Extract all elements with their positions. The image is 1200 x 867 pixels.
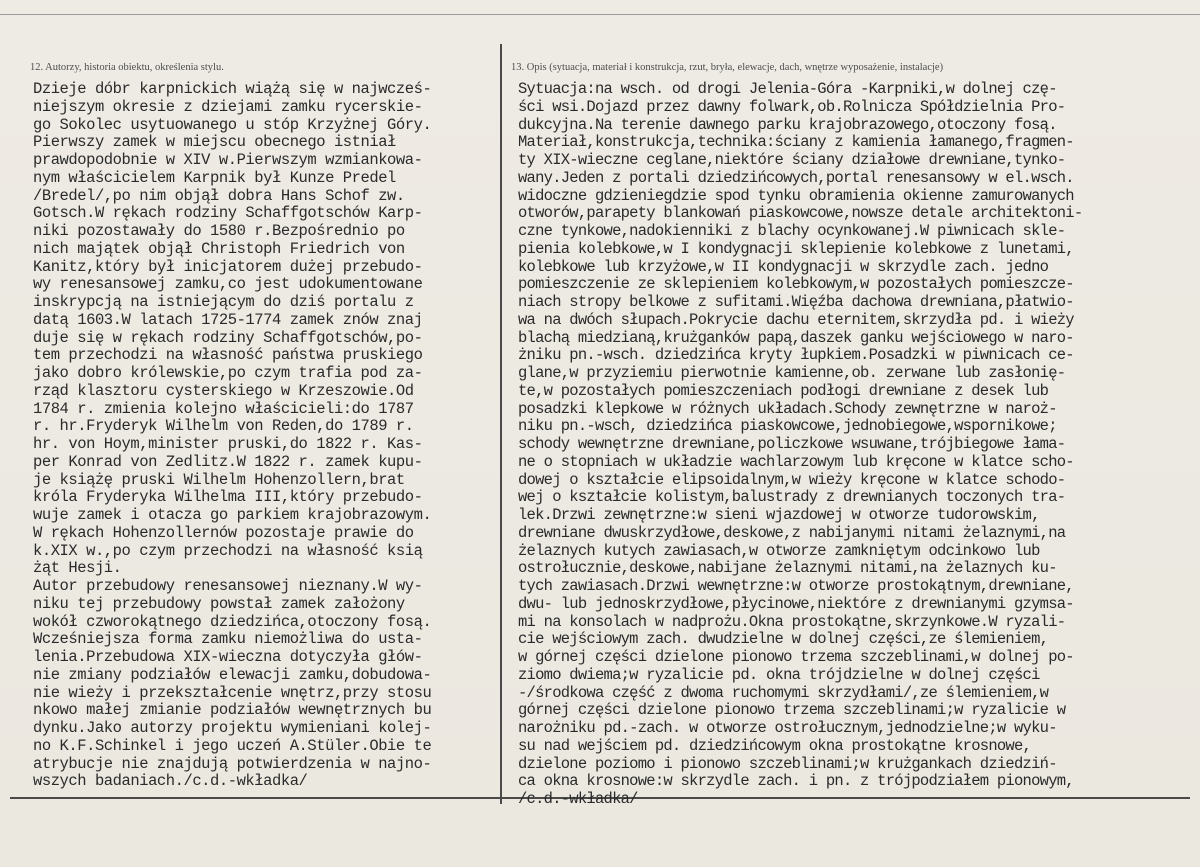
text-line: w górnej części dzielone pionowo trzema szczeblinami,w dolnej po- [518, 649, 1074, 666]
text-line: /c.d.-wkładka/ [518, 791, 638, 808]
text-line: Sytuacja:na wsch. od drogi Jelenia-Góra -Karpniki,w dolnej czę- [518, 81, 1057, 98]
text-line: posadzki klepkowe w różnych układach.Schody zewnętrzne w naroż- [518, 400, 1057, 418]
text-line: żelaznych kutych zawiasach,w otworze zamkniętym odcinkowo lub [518, 542, 1040, 560]
text-line: dwu- lub jednoskrzydłowe,płycinowe,niektóre z drewnianymi gzymsa- [518, 595, 1074, 613]
text-line: /Bredel/,po nim objął dobra Hans Schof zw. [33, 187, 405, 205]
text-line: żniku pn.-wsch. dziedzińca kryty łupkiem.Posadzki w piwnicach ce- [518, 347, 1074, 365]
text-line: niku tej przebudowy powstał zamek założony [33, 595, 405, 613]
text-line: rząd klasztoru cysterskiego w Krzeszowie.Od [33, 382, 414, 400]
text-line: ty XIX-wieczne ceglane,niektóre ściany działowe drewniane,tynko- [518, 152, 1066, 169]
text-line: ostrołucznie,deskowe,nabijane żelaznymi nitami,na żelaznych ku- [518, 560, 1057, 578]
text-line: króla Fryderyka Wilhelma III,który przebudo- [33, 489, 423, 507]
text-line: duje się w rękach rodziny Schaffgotschów,po- [33, 329, 423, 347]
column-divider [500, 44, 502, 804]
text-line: lenia.Przebudowa XIX-wieczna dotyczyła głów- [33, 649, 423, 666]
text-line: jako dobro królewskie,po czym trafia pod za- [33, 365, 423, 382]
text-line: ści wsi.Dojazd przez dawny folwark,ob.Rolnicza Spółdzielnia Pro- [518, 98, 1066, 116]
text-line: -/środkowa część z dwoma ruchomymi skrzydłami/,ze ślemieniem,w [518, 684, 1049, 702]
text-line: dowej o kształcie elipsoidalnym,w wieży kręcone w klatce schodo- [518, 471, 1066, 489]
text-line: kolebkowe lub krzyżowe,w II kondygnacji w skrzydle zach. jedno [518, 258, 1049, 276]
text-line: narożniku pd.-zach. w otworze ostrołucznym,jednodzielne;w wyku- [518, 720, 1057, 737]
text-line: je książę pruski Wilhelm Hohenzollern,brat [33, 471, 405, 489]
text-line: atrybucje nie znajdują potwierdzenia w najno- [33, 755, 432, 773]
text-line: go Sokolec usytuowanego u stóp Krzyżnej Góry. [33, 116, 432, 134]
text-line: lek.Drzwi zewnętrzne:w sieni wjazdowej w otworze tudorowskim, [518, 507, 1040, 524]
text-line: Kanitz,który był inicjatorem dużej przebudo- [33, 258, 423, 276]
text-line: wy renesansowej zamku,co jest udokumentowane [33, 276, 423, 294]
text-line: wuje zamek i otacza go parkiem krajobrazowym. [33, 507, 432, 524]
text-line: drewniane dwuskrzydłowe,deskowe,z nabijanymi nitami żelaznymi,na [518, 524, 1066, 542]
text-line: wej o kształcie kolistym,balustrady z drewnianych toczonych tra- [518, 489, 1066, 507]
text-line: czne tynkowe,nadokienniki z blachy ocynkowanej.W piwnicach skle- [518, 223, 1066, 240]
text-line: per Konrad von Zedlitz.W 1822 r. zamek kupu- [33, 453, 423, 471]
text-line: niejszym okresie z dziejami zamku rycerskie- [33, 98, 423, 116]
text-line: W rękach Hohenzollernów pozostaje prawie do [33, 524, 414, 542]
text-line: nich majątek objął Christoph Friedrich von [33, 240, 405, 258]
text-line: widoczne gdzieniegdzie spod tynku obramienia okienne zamurowanych [518, 187, 1074, 205]
text-line: nie wieży i przekształcenie wnętrz,przy stosu [33, 684, 432, 702]
text-line: tem przechodzi na własność państwa pruskiego [33, 347, 423, 365]
text-line: inskrypcją na istniejącym do dziś portalu z [33, 294, 414, 311]
text-line: dzielone poziomo i pionowo szczeblinami;w krużgankach dziedziń- [518, 755, 1057, 773]
text-line: pomieszczenie ze sklepieniem kolebkowym,w pozostałych pomieszcze- [518, 276, 1074, 294]
text-line: wszych badaniach./c.d.-wkładka/ [33, 773, 308, 791]
text-line: Autor przebudowy renesansowej nieznany.W wy- [33, 578, 423, 595]
text-line: k.XIX w.,po czym przechodzi na własność ksią [33, 542, 423, 560]
text-line: no K.F.Schinkel i jego uczeń A.Stüler.Obie te [33, 737, 432, 755]
text-line: ziomo dwiema;w ryzalicie pd. okna trójdzielne w dolnej części [518, 666, 1040, 684]
text-line: Gotsch.W rękach rodziny Schaffgotschów Karp- [33, 205, 423, 223]
text-line: wa na dwóch słupach.Pokrycie dachu eternitem,skrzydła pd. i wieży [518, 311, 1074, 329]
text-line: 1784 r. zmienia kolejno właścicieli:do 1787 [33, 400, 414, 418]
text-line: schody wewnętrzne drewniane,policzkowe wsuwane,trójbiegowe łama- [518, 436, 1066, 453]
text-line: otworów,parapety blankowań piaskowcowe,nowsze detale architektoni- [518, 205, 1083, 223]
text-line: ne o stopniach w układzie wachlarzowym lub kręcone w klatce scho- [518, 453, 1074, 471]
text-line: górnej części dzielone pionowo trzema szczeblinami;w ryzalicie w [518, 702, 1066, 720]
text-line: te,w pozostałych pomieszczeniach podłogi drewniane z desek lub [518, 382, 1049, 400]
text-line: su nad wejściem pd. dziedzińcowym okna prostokątne krosnowe, [518, 737, 1032, 755]
text-line: pienia kolebkowe,w I kondygnacji sklepienie kolebkowe z lunetami, [518, 240, 1074, 258]
text-line: żąt Hesji. [33, 560, 122, 578]
text-line: wokół czworokątnego dziedzińca,otoczony fosą. [33, 613, 432, 631]
text-line: nym właścicielem Karpnik był Kunze Predel [33, 169, 396, 187]
text-line: Wcześniejsza forma zamku niemożliwa do usta- [33, 631, 423, 649]
text-line: blachą miedzianą,krużganków papą,daszek ganku wejściowego w naro- [518, 329, 1074, 347]
text-line: niku pn.-wsch, dziedzińca piaskowcowe,jednobiegowe,wspornikowe; [518, 418, 1057, 436]
text-line: wany.Jeden z portali dziedzińcowych,portal renesansowy w el.wsch. [518, 169, 1074, 187]
text-line: tych zawiasach.Drzwi wewnętrzne:w otworze prostokątnym,drewniane, [518, 578, 1074, 595]
text-line: niki pozostawały do 1580 r.Bezpośrednio po [33, 223, 405, 240]
description-text [518, 81, 1198, 809]
text-line: nie zmiany podziałów elewacji zamku,dobudowa- [33, 666, 432, 684]
history-text [33, 81, 498, 791]
text-line: Pierwszy zamek w miejscu obecnego istniał [33, 134, 396, 152]
text-line: cie wejściowym zach. dwudzielne w dolnej części,ze ślemieniem, [518, 631, 1049, 649]
top-edge-line [0, 14, 1200, 15]
text-line: Dzieje dóbr karpnickich wiążą się w najwcześ- [33, 81, 432, 98]
text-line: glane,w przyziemiu pierwotnie kamienne,ob. zerwane lub zasłonię- [518, 365, 1066, 382]
text-line: hr. von Hoym,minister pruski,do 1822 r. Kas- [33, 436, 423, 453]
text-line: dukcyjna.Na terenie dawnego parku krajobrazowego,otoczony fosą. [518, 116, 1057, 134]
right-column-header: 13. Opis (sytuacja, materiał i konstrukcja, rzut, bryła, elewacje, dach, wnętrze wyposażenie, instalacje) [511, 62, 944, 73]
text-line: ca okna krosnowe:w skrzydle zach. i pn. z trójpodziałem pionowym, [518, 773, 1074, 791]
text-line: mi na konsolach w nadprożu.Okna prostokątne,skrzynkowe.W ryzali- [518, 613, 1066, 631]
text-line: prawdopodobnie w XIV w.Pierwszym wzmiankowa- [33, 152, 423, 169]
text-line: Materiał,konstrukcja,technika:ściany z kamienia łamanego,fragmen- [518, 134, 1074, 152]
text-line: r. hr.Fryderyk Wilhelm von Reden,do 1789 r. [33, 418, 414, 436]
text-line: niach stropy belkowe z sufitami.Więźba dachowa drewniana,płatwio- [518, 294, 1074, 311]
text-line: datą 1603.W latach 1725-1774 zamek znów znaj [33, 311, 423, 329]
left-column-header: 12. Autorzy, historia obiektu, określenia stylu. [30, 62, 224, 73]
text-line: dynku.Jako autorzy projektu wymieniani kolej- [33, 720, 432, 737]
text-line: nkowo małej zmianie podziałów wewnętrznych bu [33, 702, 432, 720]
